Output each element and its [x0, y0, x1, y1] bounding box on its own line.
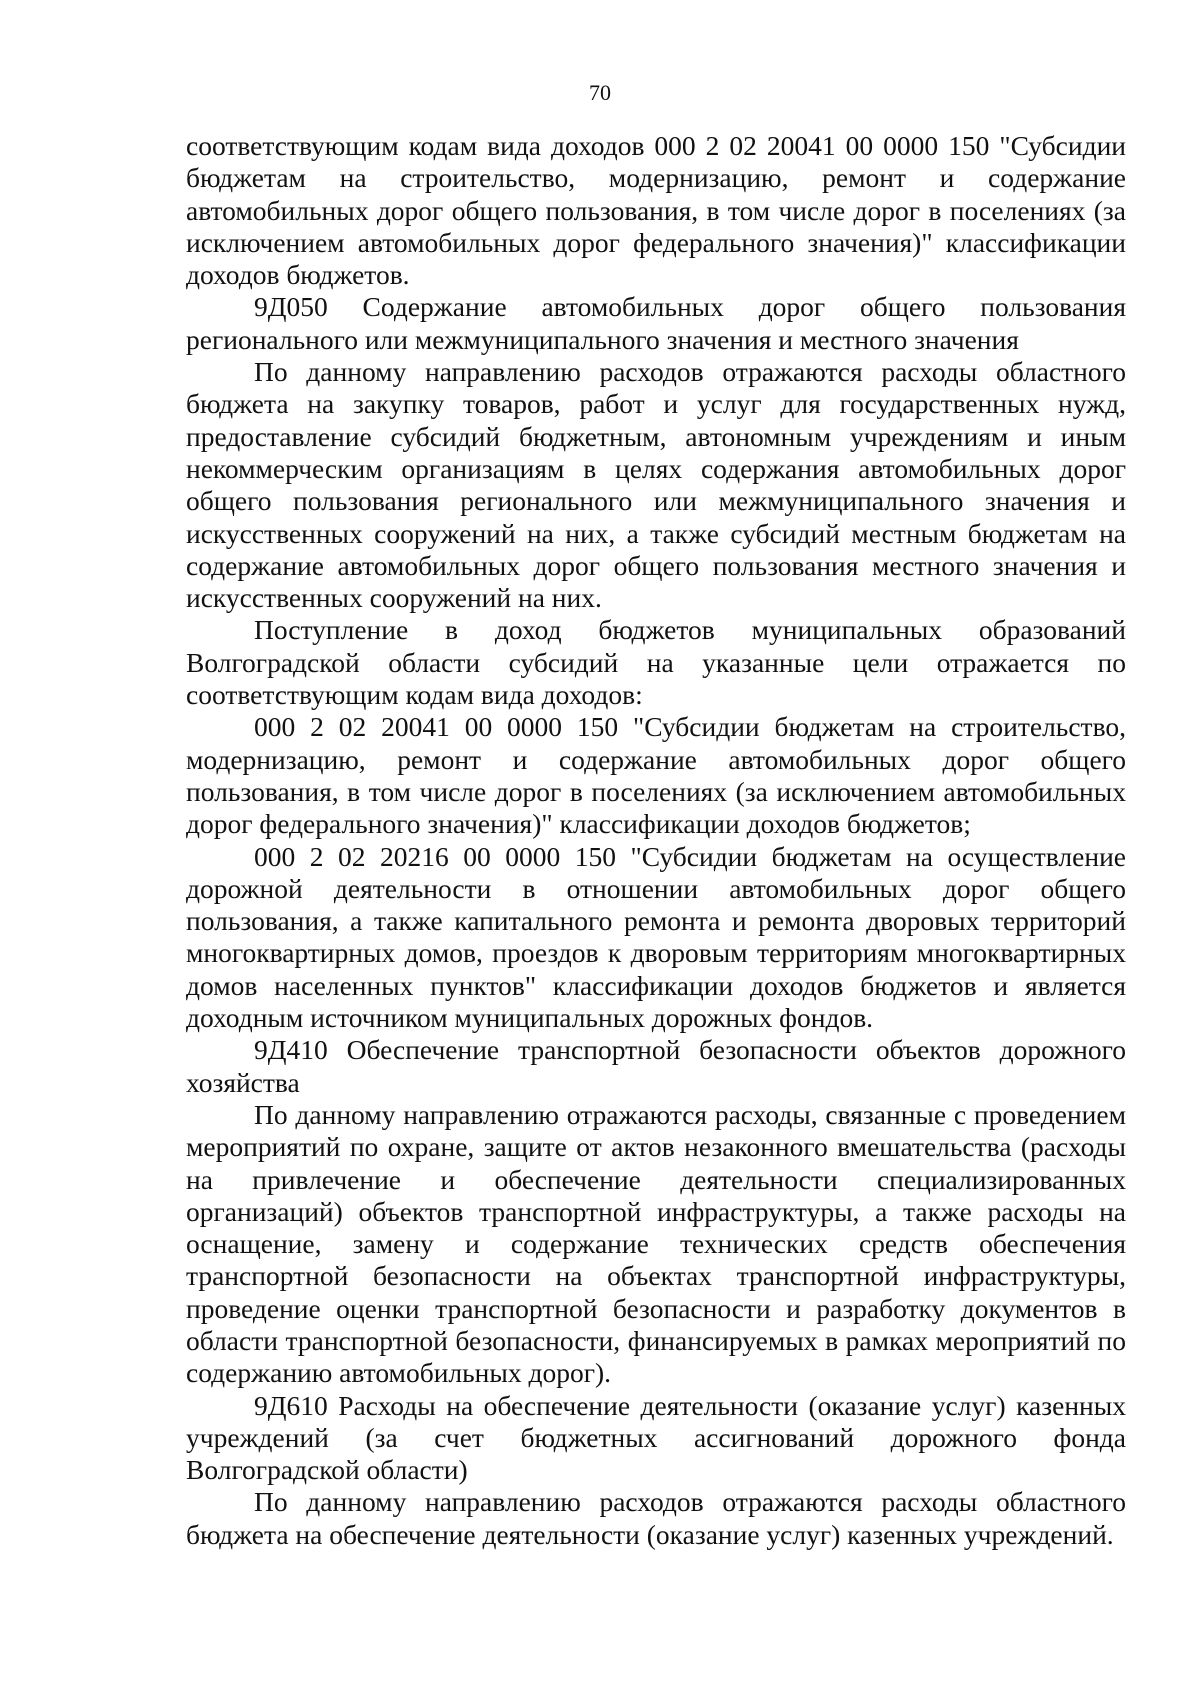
paragraph-8: По данному направлению отражаются расходы, связанные с проведением мероприятий по охране, защите от актов незаконного вмешательства (расходы на привлечение и обеспечение деятельности специализированных организаций) объектов транспортной инфраструктуры, а также расходы на оснащение, замену и содержание технических средств обеспечения транспортной безопасности на объектах транспортной инфраструктуры, проведение оценки транспортной безопасности и разработку документов в области транспортной безопасности, финансируемых в рамках мероприятий по содержанию автомобильных дорог). — [186, 1098, 1126, 1389]
paragraph-4: Поступление в доход бюджетов муниципальных образований Волгоградской области субсидий на указанные цели отражается по соответствующим кодам вида доходов: — [186, 614, 1126, 711]
section-heading-9d610: 9Д610 Расходы на обеспечение деятельности (оказание услуг) казенных учреждений (за счет бюджетных ассигнований дорожного фонда Волгоградской области) — [186, 1389, 1126, 1486]
section-heading-9d410: 9Д410 Обеспечение транспортной безопасности объектов дорожного хозяйства — [186, 1034, 1126, 1098]
paragraph-3: По данному направлению расходов отражаются расходы областного бюджета на закупку товаров, работ и услуг для государственных нужд, предоставление субсидий бюджетным, автономным учреждениям и иным некоммерческим организациям в целях содержания автомобильных дорог общего пользования регионального или межмуниципального значения и искусственных сооружений на них, а также субсидий местным бюджетам на содержание автомобильных дорог общего пользования местного значения и искусственных сооружений на них. — [186, 356, 1126, 614]
page-number: 70 — [589, 80, 611, 105]
paragraph-10: По данному направлению расходов отражаются расходы областного бюджета на обеспечение деятельности (оказание услуг) казенных учреждений. — [186, 1486, 1126, 1550]
document-body — [186, 130, 1126, 1551]
paragraph-1: соответствующим кодам вида доходов 000 2 02 20041 00 0000 150 "Субсидии бюджетам на строительство, модернизацию, ремонт и содержание автомобильных дорог общего пользования, в том числе дорог в поселениях (за исключением автомобильных дорог федерального значения)" классификации доходов бюджетов. — [186, 130, 1126, 291]
income-code-item-1: 000 2 02 20041 00 0000 150 "Субсидии бюджетам на строительство, модернизацию, ремонт и содержание автомобильных дорог общего пользования, в том числе дорог в поселениях (за исключением автомобильных дорог федерального значения)" классификации доходов бюджетов; — [186, 711, 1126, 840]
section-heading-9d050: 9Д050 Содержание автомобильных дорог общего пользования регионального или межмуниципального значения и местного значения — [186, 291, 1126, 355]
income-code-item-2: 000 2 02 20216 00 0000 150 "Субсидии бюджетам на осуществление дорожной деятельности в отношении автомобильных дорог общего пользования, а также капитального ремонта и ремонта дворовых территорий многоквартирных домов, проездов к дворовым территориям многоквартирных домов населенных пунктов" классификации доходов бюджетов и является доходным источником муниципальных дорожных фондов. — [186, 840, 1126, 1034]
